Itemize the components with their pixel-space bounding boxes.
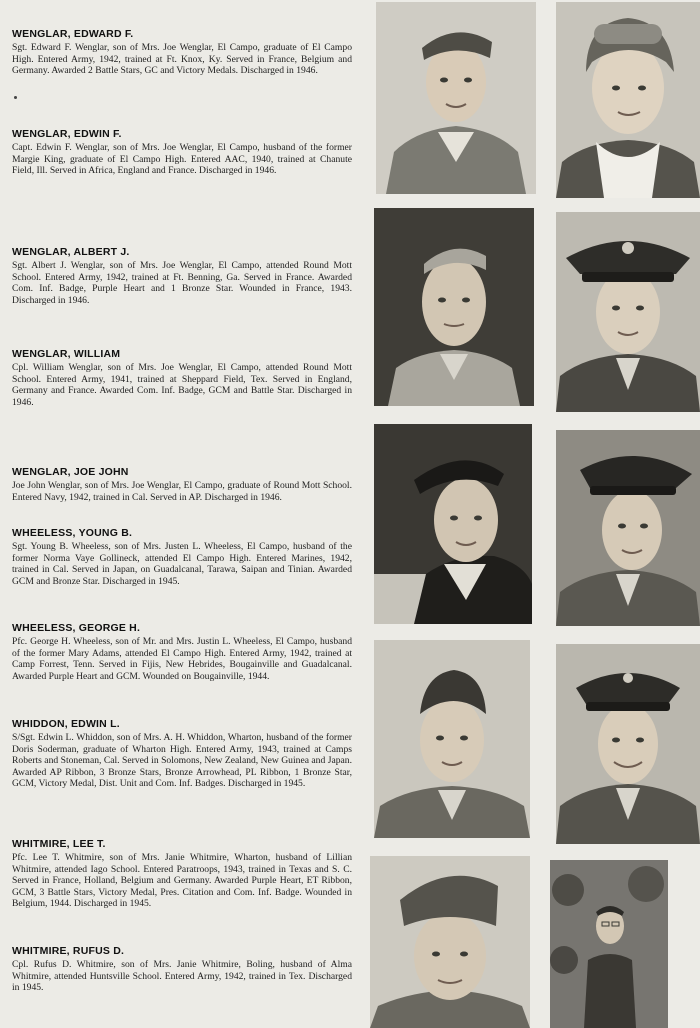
officer-portrait-icon [556, 644, 700, 844]
entry-wenglar-edwin [12, 128, 352, 177]
entry-name: WENGLAR, JOE JOHN [12, 466, 129, 478]
entry-bio: Cpl. William Wenglar, son of Mrs. Joe Wenglar, El Campo, attended Round Mott School. Entered Army, 1941, trained at Sheppard Field, Tex. Served in England, Germany and France. Awarded Com. Inf. Badge, GCM and Battle Star. Discharged in 1946. [12, 362, 352, 408]
sailor-portrait-icon [374, 424, 532, 624]
soldier-portrait-icon [370, 856, 530, 1028]
entry-bio: Cpl. Rufus D. Whitmire, son of Mrs. Janie Whitmire, Boling, husband of Alma Whitmire, attended Huntsville School. Entered Army, 1942, trained in Tex. Discharged in 1945. [12, 959, 352, 993]
entry-name: WHIDDON, EDWIN L. [12, 718, 120, 730]
portrait-photo [556, 430, 700, 626]
entry-bio: Pfc. Lee T. Whitmire, son of Mrs. Janie Whitmire, Wharton, husband of Lillian Whitmire, attended Iago School. Entered Paratroops, 1943, trained in Texas and S. C. Served in France, Holland, Belgium and Germany. Awarded Purple Heart, ET Ribbon, GCM, 3 Battle Stars, Victory Medal, Pres. Citation and Com. Inf. Badge. Wounded in Belgium, 1944. Discharged in 1945. [12, 852, 352, 909]
entry-name: WHEELESS, GEORGE H. [12, 622, 141, 634]
entry-name: WHITMIRE, RUFUS D. [12, 945, 125, 957]
entry-wenglar-edward [12, 28, 352, 77]
soldier-portrait-icon [374, 640, 530, 838]
entry-name: WENGLAR, WILLIAM [12, 348, 121, 360]
entry-bio: Capt. Edwin F. Wenglar, son of Mrs. Joe Wenglar, El Campo, husband of the former Margie King, graduate of El Campo High. Entered AAC, 1940, trained at Chanute Field, Ill. Served in Africa, England and France. Discharged in 1946. [12, 142, 352, 176]
portrait-photo [376, 2, 536, 194]
entry-wenglar-albert [12, 246, 352, 306]
entry-bio: Pfc. George H. Wheeless, son of Mr. and Mrs. Justin L. Wheeless, El Campo, husband of the former Mary Adams, attended El Campo High. Entered Army, 1942, trained at Camp Forrest, Tenn. Served in Fijis, New Hebrides, Bougainville and Guadalcanal. Awarded Purple Heart and GCM. Wounded on Bougainville, 1944. [12, 636, 352, 682]
entry-name: WENGLAR, EDWARD F. [12, 28, 134, 40]
officer-portrait-icon [556, 430, 700, 626]
portrait-photo [374, 640, 530, 838]
entry-whitmire-lee [12, 838, 352, 910]
entry-name: WENGLAR, EDWIN F. [12, 128, 122, 140]
entry-bio: Sgt. Young B. Wheeless, son of Mrs. Justen L. Wheeless, El Campo, husband of the former Norma Vaye Gollineck, attended El Campo High. Entered Marines, 1942, trained in Cal. Served in Japan, on Guadalcanal, Tarawa, Saipan and Tinian. Awarded GCM and Bronze Star. Discharged in 1945. [12, 541, 352, 587]
officer-outdoor-portrait-icon [550, 860, 668, 1028]
entry-whiddon-edwin [12, 718, 352, 790]
portrait-photo [370, 856, 530, 1028]
entry-wheeless-george [12, 622, 352, 682]
entry-bio: Sgt. Edward F. Wenglar, son of Mrs. Joe Wenglar, El Campo, graduate of El Campo High. Entered Army, 1942, trained at Ft. Knox, Ky. Served in France, Belgium and Germany. Awarded 2 Battle Stars, GC and Victory Medals. Discharged in 1946. [12, 42, 352, 76]
entry-name: WHEELESS, YOUNG B. [12, 527, 133, 539]
entry-wenglar-joe [12, 466, 352, 503]
entry-wenglar-william [12, 348, 352, 408]
entry-name: WHITMIRE, LEE T. [12, 838, 106, 850]
entry-whitmire-rufus [12, 945, 352, 994]
portrait-photo [556, 212, 700, 412]
soldier-portrait-icon [374, 208, 534, 406]
entry-bio: Sgt. Albert J. Wenglar, son of Mrs. Joe Wenglar, El Campo, attended Round Mott School. Entered Army, 1942, trained at Ft. Benning, Ga. Served in France. Awarded Com. Inf. Badge, Purple Heart and 1 Bronze Star. Wounded in France, 1943. Discharged in 1946. [12, 260, 352, 306]
portrait-photo [550, 860, 668, 1028]
portrait-photo [556, 2, 700, 198]
entry-bio: S/Sgt. Edwin L. Whiddon, son of Mrs. A. H. Whiddon, Wharton, husband of the former Doris Soderman, graduate of Wharton High. Entered Army, 1943, trained at Camps Roberts and Stoneman, Cal. Served in Solomons, New Zealand, New Guinea and Japan. Awarded AP Ribbon, 3 Bronze Stars, Bronze Arrowhead, PL Ribbon, 1 Bronze Star, GCM, Victory Medal, Dist. Unit and Com. Inf. Badges. Discharged in 1945. [12, 732, 352, 789]
officer-portrait-icon [556, 212, 700, 412]
entry-name: WENGLAR, ALBERT J. [12, 246, 130, 258]
portrait-photo [556, 644, 700, 844]
soldier-portrait-icon [376, 2, 536, 194]
portrait-photo [374, 424, 532, 624]
aviator-portrait-icon [556, 2, 700, 198]
speck [14, 96, 17, 99]
portrait-photo [374, 208, 534, 406]
entry-bio: Joe John Wenglar, son of Mrs. Joe Wenglar, El Campo, graduate of Round Mott School. Entered Navy, 1942, trained in Cal. Served in AP. Discharged in 1946. [12, 480, 352, 503]
entry-wheeless-young [12, 527, 352, 587]
